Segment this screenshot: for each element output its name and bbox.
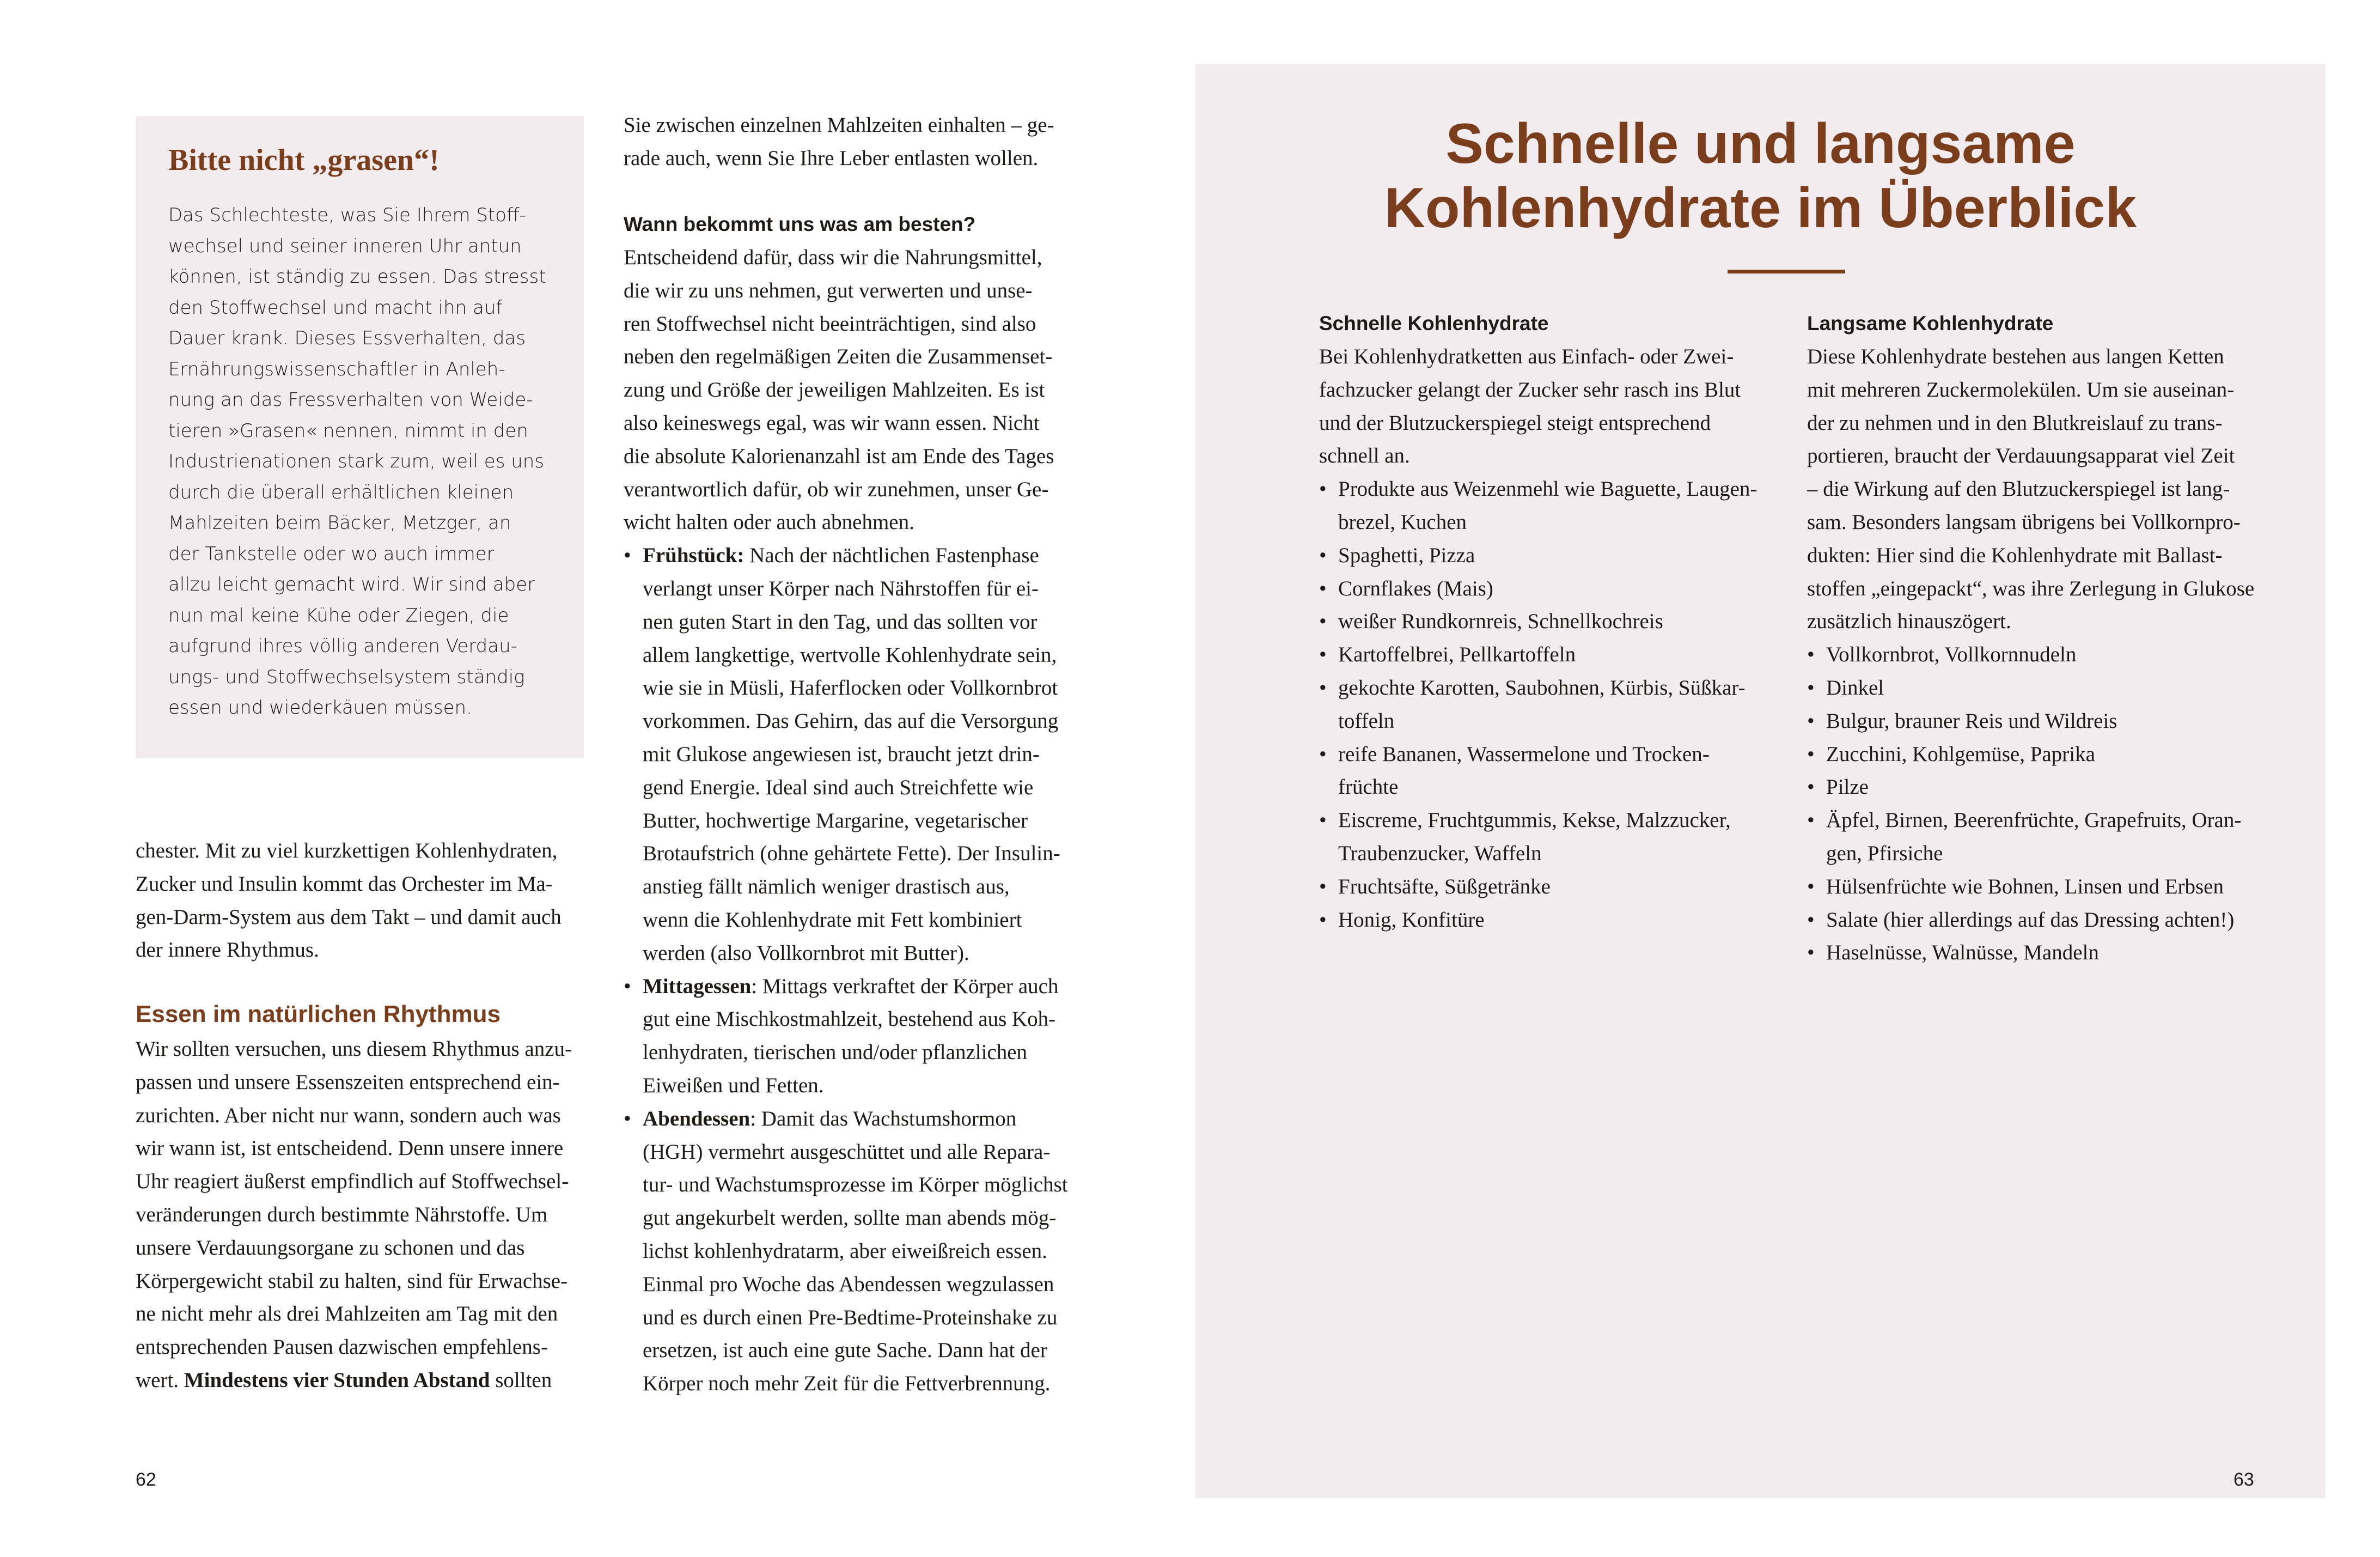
text-line	[1807, 936, 2254, 970]
text-segment: allem langkettige, wertvolle Kohlenhydrate sein,	[643, 643, 1057, 667]
bullet-icon: •	[624, 1106, 631, 1130]
text-line: stoffen „eingepackt“, was ihre Zerlegung in Glukose	[1807, 576, 2255, 600]
bullet-icon: •	[1807, 941, 1815, 965]
text-line: unsere Verdauungsorgane zu schonen und das	[136, 1236, 525, 1260]
text-line: Mahlzeiten beim Bäcker, Metzger, an	[168, 512, 511, 534]
text-line	[624, 573, 1068, 606]
bold-text: Abendessen	[643, 1106, 750, 1130]
text-segment: lenhydraten, tierischen und/oder pflanzlichen	[643, 1041, 1028, 1065]
text-line	[624, 606, 1068, 639]
text-line: Körpergewicht stabil zu halten, sind für Erwachse-	[136, 1269, 568, 1293]
bullet-icon: •	[1319, 742, 1327, 766]
text-segment: Produkte aus Weizenmehl wie Baguette, Laugen-	[1338, 477, 1757, 501]
text-line	[1807, 837, 2254, 871]
text-line	[624, 1268, 1068, 1301]
text-line: der innere Rhythmus.	[136, 938, 319, 962]
bullet-icon: •	[1319, 576, 1327, 600]
text-segment: (HGH) vermehrt ausgeschüttet und alle Repara-	[643, 1140, 1051, 1164]
bullet-icon: •	[1319, 543, 1327, 567]
bullet-icon: •	[1319, 643, 1327, 667]
text-line	[1319, 473, 1757, 506]
text-line	[1319, 605, 1757, 638]
text-line	[1807, 738, 2254, 771]
column-fast-carbs	[1319, 340, 1757, 936]
text-line: wicht halten oder auch abnehmen.	[624, 510, 914, 534]
text-segment: gend Energie. Ideal sind auch Streichfette wie	[643, 775, 1034, 799]
text-line: fachzucker gelangt der Zucker sehr rasch ins Blut	[1319, 378, 1741, 402]
text-line	[1807, 904, 2254, 937]
text-line: durch die überall erhältlichen kleinen	[168, 481, 514, 503]
text-line	[136, 1364, 572, 1397]
text-line: können, ist ständig zu essen. Das stresst	[168, 266, 546, 288]
bold-text: Mindestens vier Stunden Abstand	[184, 1368, 490, 1392]
text-line	[624, 738, 1068, 771]
text-line: ne nicht mehr als drei Mahlzeiten am Tag mit den	[136, 1302, 558, 1326]
text-line	[624, 871, 1068, 904]
text-segment: Salate (hier allerdings auf das Dressing achten!)	[1826, 908, 2235, 932]
text-line	[624, 639, 1068, 672]
text-segment: Eiweißen und Fetten.	[643, 1073, 824, 1097]
text-line	[624, 705, 1068, 738]
bullet-icon: •	[1319, 676, 1327, 700]
text-segment: und es durch einen Pre-Bedtime-Proteinshake zu	[643, 1305, 1058, 1329]
text-line	[1319, 672, 1757, 705]
text-segment: Bulgur, brauner Reis und Wildreis	[1826, 709, 2117, 733]
text-line: rade auch, wenn Sie Ihre Leber entlasten wollen.	[624, 146, 1039, 170]
text-line: den Stoffwechsel und macht ihn auf	[168, 296, 503, 319]
text-line	[1807, 638, 2254, 672]
text-line	[624, 1069, 1068, 1103]
box-body	[168, 200, 546, 723]
text-segment: Hülsenfrüchte wie Bohnen, Linsen und Erbsen	[1826, 874, 2224, 898]
text-segment: tur- und Wachstumsprozesse im Körper möglichst	[643, 1173, 1068, 1197]
text-line	[624, 539, 1068, 573]
text-segment: weißer Rundkornreis, Schnellkochreis	[1338, 610, 1663, 634]
text-line: nung an das Fressverhalten von Weide-	[168, 389, 533, 411]
text-line: mit mehreren Zuckermolekülen. Um sie auseinan-	[1807, 378, 2235, 402]
text-line	[624, 1202, 1068, 1235]
text-segment: verlangt unser Körper nach Nährstoffen für ei-	[643, 576, 1039, 600]
text-segment: Brotaufstrich (ohne gehärtete Fette). Der Insulin-	[643, 842, 1060, 866]
text-line	[1319, 705, 1757, 738]
text-line: portieren, braucht der Verdauungsapparat viel Zeit	[1807, 444, 2235, 468]
column-heading-fast: Schnelle Kohlenhydrate	[1319, 312, 1549, 334]
text-segment: vorkommen. Das Gehirn, das auf die Versorgung	[643, 709, 1059, 733]
paragraph	[624, 109, 1054, 175]
text-segment: : Mittags verkraftet der Körper auch	[751, 974, 1059, 998]
bold-text: Mittagessen	[643, 974, 752, 998]
text-line	[624, 1334, 1068, 1367]
text-line: zung und Größe der jeweiligen Mahlzeiten. Es ist	[624, 378, 1045, 402]
text-line: Uhr reagiert äußerst empfindlich auf Stoffwechsel-	[136, 1170, 569, 1194]
text-line	[624, 771, 1068, 805]
text-line	[624, 1367, 1068, 1401]
text-line: passen und unsere Essenszeiten entsprechend ein-	[136, 1070, 560, 1094]
text-line: Das Schlechteste, was Sie Ihrem Stoff-	[168, 204, 526, 226]
text-line	[1319, 871, 1757, 904]
text-line: sam. Besonders langsam übrigens bei Vollkornpro-	[1807, 510, 2241, 534]
text-line	[1319, 638, 1757, 672]
box-title: Bitte nicht „grasen“!	[168, 143, 440, 177]
text-line: schnell an.	[1319, 444, 1410, 468]
text-segment: wenn die Kohlenhydrate mit Fett kombiniert	[643, 908, 1022, 932]
bullet-icon: •	[624, 544, 631, 568]
page-number: 62	[136, 1469, 156, 1490]
text-line	[1319, 904, 1757, 937]
text-segment: ersetzen, ist auch eine gute Sache. Dann hat der	[643, 1339, 1047, 1363]
text-segment: reife Bananen, Wassermelone und Trocken-	[1338, 742, 1710, 766]
text-segment: : Damit das Wachstumshormon	[750, 1106, 1017, 1130]
text-line	[1319, 771, 1757, 804]
text-line: veränderungen durch bestimmte Nährstoffe. Um	[136, 1202, 548, 1226]
text-segment: gen, Pfirsiche	[1826, 841, 1943, 865]
text-segment: toffeln	[1338, 709, 1395, 733]
text-line	[1807, 705, 2254, 738]
text-line: also keineswegs egal, was wir wann essen. Nicht	[624, 411, 1040, 435]
text-line: chester. Mit zu viel kurzkettigen Kohlenhydraten,	[136, 839, 558, 862]
text-line: wechsel und seiner inneren Uhr antun	[168, 235, 522, 257]
text-segment: wie sie in Müsli, Haferflocken oder Vollkornbrot	[643, 676, 1058, 700]
text-line: entsprechenden Pausen dazwischen empfehlens-	[136, 1335, 548, 1359]
text-line	[1319, 804, 1757, 837]
text-segment: Nach der nächtlichen Fastenphase	[744, 544, 1039, 568]
text-segment: Pilze	[1826, 775, 1869, 799]
title-line: Kohlenhydrate im Überblick	[1384, 177, 2137, 240]
text-line	[624, 672, 1068, 705]
text-line	[624, 1003, 1068, 1036]
bullet-icon: •	[1319, 874, 1327, 898]
subheading: Wann bekommt uns was am besten?	[624, 213, 976, 235]
bullet-icon: •	[1807, 908, 1815, 932]
text-line	[624, 1036, 1068, 1069]
text-line	[1807, 804, 2254, 837]
text-line: aufgrund ihres völlig anderen Verdau-	[168, 635, 517, 657]
bullet-icon: •	[1319, 808, 1327, 832]
text-segment: Haselnüsse, Walnüsse, Mandeln	[1826, 941, 2099, 965]
text-segment: früchte	[1338, 775, 1399, 799]
text-segment: wert.	[136, 1368, 184, 1392]
paragraph	[136, 835, 562, 967]
bullet-icon: •	[1807, 742, 1815, 766]
text-line: die wir zu uns nehmen, gut verwerten und unse-	[624, 278, 1033, 302]
text-segment: gut angekurbelt werden, sollte man abends mög-	[643, 1206, 1057, 1230]
text-line	[1807, 672, 2254, 705]
text-line	[624, 1301, 1068, 1335]
text-line: zurichten. Aber nicht nur wann, sondern auch was	[136, 1103, 561, 1127]
text-line: tieren »Grasen« nennen, nimmt in den	[168, 419, 528, 442]
text-line	[624, 1235, 1068, 1268]
text-line: wir wann ist, ist entscheidend. Denn unsere innere	[136, 1136, 564, 1160]
text-line: – die Wirkung auf den Blutzuckerspiegel ist lang-	[1807, 477, 2230, 501]
text-line: Sie zwischen einzelnen Mahlzeiten einhalten – ge-	[624, 113, 1054, 137]
text-segment: Butter, hochwertige Margarine, vegetarischer	[643, 808, 1028, 832]
text-line: ungs- und Stoffwechselsystem ständig	[168, 666, 525, 688]
text-line: Entscheidend dafür, dass wir die Nahrungsmittel,	[624, 246, 1042, 269]
section-heading: Essen im natürlichen Rhythmus	[136, 1001, 501, 1027]
text-line: allzu leicht gemacht wird. Wir sind aber	[168, 574, 535, 595]
text-line: Zucker und Insulin kommt das Orchester im Ma-	[136, 872, 553, 896]
text-line: verantwortlich dafür, ob wir zunehmen, unser Ge-	[624, 477, 1049, 501]
text-line	[1319, 573, 1757, 606]
text-line: Ernährungswissenschaftler in Anleh-	[168, 358, 505, 380]
bullet-icon: •	[1807, 676, 1815, 700]
bullet-icon: •	[1807, 709, 1815, 733]
text-line: ren Stoffwechsel nicht beeinträchtigen, sind also	[624, 312, 1036, 336]
text-segment: Eiscreme, Fruchtgummis, Kekse, Malzzucker,	[1338, 808, 1731, 832]
text-segment: mit Glukose angewiesen ist, braucht jetzt drin-	[643, 742, 1040, 766]
bullet-icon: •	[1807, 643, 1815, 667]
divider	[1728, 270, 1845, 273]
text-segment: Vollkornbrot, Vollkornnudeln	[1826, 643, 2077, 667]
text-segment: gut eine Mischkostmahlzeit, bestehend aus Koh-	[643, 1007, 1056, 1031]
text-line	[624, 837, 1068, 871]
text-line	[624, 1103, 1068, 1136]
text-line	[624, 937, 1068, 970]
text-line: neben den regelmäßigen Zeiten die Zusammenset-	[624, 345, 1053, 369]
paragraph	[136, 1033, 572, 1397]
text-line	[624, 970, 1068, 1003]
bullet-icon: •	[1319, 610, 1327, 634]
text-line: gen-Darm-System aus dem Takt – und damit auch	[136, 905, 562, 929]
bullet-icon: •	[1807, 775, 1815, 799]
page-number: 63	[2233, 1469, 2254, 1490]
text-segment: gekochte Karotten, Saubohnen, Kürbis, Süßkar-	[1338, 676, 1746, 700]
text-line: Industrienationen stark zum, weil es uns	[168, 451, 545, 472]
title-line: Schnelle und langsame	[1445, 112, 2076, 175]
bold-text: Frühstück:	[643, 544, 744, 568]
page-title	[1195, 112, 2326, 240]
text-segment: sollten	[490, 1368, 552, 1392]
text-line	[1319, 837, 1757, 871]
text-segment: Cornflakes (Mais)	[1338, 576, 1493, 600]
text-line	[1319, 506, 1757, 539]
text-line: dukten: Hier sind die Kohlenhydrate mit Ballast-	[1807, 543, 2223, 567]
text-line: Dauer krank. Dieses Essverhalten, das	[168, 327, 526, 349]
column-slow-carbs	[1807, 340, 2254, 970]
text-segment: Spaghetti, Pizza	[1338, 543, 1475, 567]
text-line: nun mal keine Kühe oder Ziegen, die	[168, 604, 509, 627]
text-segment: Dinkel	[1826, 676, 1884, 700]
paragraph-with-list	[624, 241, 1068, 1401]
text-line	[1319, 738, 1757, 771]
text-segment: Kartoffelbrei, Pellkartoffeln	[1338, 643, 1576, 667]
text-line: die absolute Kalorienanzahl ist am Ende des Tages	[624, 444, 1054, 468]
text-segment: Honig, Konfitüre	[1338, 908, 1485, 932]
bullet-icon: •	[624, 974, 631, 998]
text-line	[624, 904, 1068, 937]
text-segment: Äpfel, Birnen, Beerenfrüchte, Grapefruits, Oran-	[1826, 808, 2242, 832]
text-line	[624, 805, 1068, 838]
text-line: zusätzlich hinauszögert.	[1807, 610, 2011, 634]
bullet-icon: •	[1807, 874, 1815, 898]
text-line	[1319, 539, 1757, 573]
bullet-icon: •	[1807, 808, 1815, 832]
text-segment: Traubenzucker, Waffeln	[1338, 841, 1542, 865]
text-segment: brezel, Kuchen	[1338, 510, 1467, 534]
text-line	[1807, 871, 2254, 904]
text-segment: anstieg fällt nämlich weniger drastisch aus,	[643, 875, 1010, 899]
text-segment: Körper noch mehr Zeit für die Fettverbrennung.	[643, 1372, 1051, 1396]
text-line: Bei Kohlenhydratketten aus Einfach- oder Zwei-	[1319, 345, 1734, 368]
text-segment: Zucchini, Kohlgemüse, Paprika	[1826, 742, 2095, 766]
text-segment: nen guten Start in den Tag, und das sollten vor	[643, 610, 1038, 634]
text-line: Diese Kohlenhydrate bestehen aus langen Ketten	[1807, 345, 2224, 368]
text-line	[624, 1136, 1068, 1169]
text-line	[624, 1169, 1068, 1202]
text-line: essen und wiederkäuen müssen.	[168, 697, 472, 719]
text-line: der zu nehmen und in den Blutkreislauf zu trans-	[1807, 411, 2223, 435]
text-segment: werden (also Vollkornbrot mit Butter).	[643, 941, 969, 965]
text-line: und der Blutzuckerspiegel steigt entsprechend	[1319, 411, 1711, 435]
text-line	[1807, 771, 2254, 804]
bullet-icon: •	[1319, 908, 1327, 932]
text-segment: Fruchtsäfte, Süßgetränke	[1338, 874, 1551, 898]
column-heading-slow: Langsame Kohlenhydrate	[1807, 312, 2054, 334]
text-segment: lichst kohlenhydratarm, aber eiweißreich essen.	[643, 1239, 1047, 1263]
text-line: Wir sollten versuchen, uns diesem Rhythmus anzu-	[136, 1037, 572, 1061]
bullet-icon: •	[1319, 477, 1327, 501]
text-line: der Tankstelle oder wo auch immer	[168, 543, 495, 565]
text-segment: Einmal pro Woche das Abendessen wegzulassen	[643, 1272, 1054, 1296]
